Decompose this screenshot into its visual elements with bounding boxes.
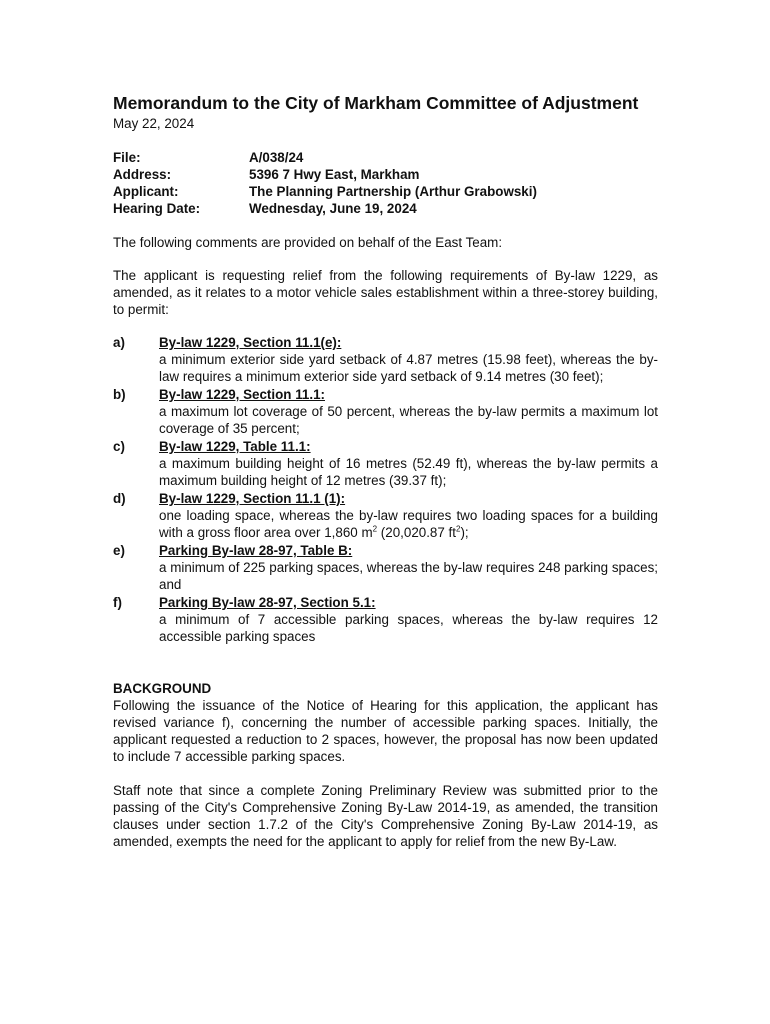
file-row [113, 149, 658, 166]
memo-page [113, 92, 658, 850]
superscript-two: 2 [372, 524, 378, 534]
item-letter: a) [113, 335, 125, 350]
hearing-date-row [113, 200, 658, 217]
item-letter: f) [113, 595, 122, 610]
item-description [159, 507, 658, 541]
variance-item [113, 542, 658, 593]
item-heading: Parking By-law 28-97, Section 5.1: [159, 595, 376, 610]
applicant-value: The Planning Partnership (Arthur Grabowski) [249, 184, 537, 199]
item-text-middle: (20,020.87 ft [377, 525, 456, 540]
memo-date: May 22, 2024 [113, 116, 195, 131]
item-letter: e) [113, 543, 125, 558]
variance-item [113, 438, 658, 489]
superscript-two: 2 [456, 524, 461, 534]
item-heading: By-law 1229, Section 11.1(e): [159, 335, 342, 350]
item-heading: By-law 1229, Section 11.1 (1): [159, 491, 346, 506]
background-paragraph-1: Following the issuance of the Notice of Hearing for this application, the applicant has revised variance f), concerning the number of accessible parking spaces. Initially, the applicant requested a reduction to 2 spaces, however, the proposal has now been updated to include 7 accessible parking spaces. [113, 698, 658, 764]
item-heading: By-law 1229, Table 11.1: [159, 439, 311, 454]
item-description: a minimum exterior side yard setback of 4.87 metres (15.98 feet), whereas the by-law requires a minimum exterior side yard setback of 9.14 metres (30 feet); [159, 352, 658, 384]
variance-item [113, 490, 658, 541]
background-heading: BACKGROUND [113, 681, 212, 696]
item-text-after: ); [460, 525, 469, 540]
hearing-date-value: Wednesday, June 19, 2024 [249, 201, 417, 216]
file-value: A/038/24 [249, 150, 304, 165]
item-description: a maximum building height of 16 metres (52.49 ft), whereas the by-law permits a maximum building height of 12 metres (39.37 ft); [159, 456, 658, 488]
item-body [159, 438, 658, 489]
variance-item [113, 594, 658, 645]
item-description: a minimum of 225 parking spaces, whereas the by-law requires 248 parking spaces; and [159, 560, 658, 592]
item-description: a maximum lot coverage of 50 percent, whereas the by-law permits a maximum lot coverage of 35 percent; [159, 404, 658, 436]
item-body [159, 490, 658, 541]
item-body [159, 542, 658, 593]
applicant-label: Applicant: [113, 184, 179, 199]
address-label: Address: [113, 167, 172, 182]
hearing-date-label: Hearing Date: [113, 201, 201, 216]
variance-item [113, 334, 658, 385]
intro-paragraph: The following comments are provided on behalf of the East Team: [113, 235, 503, 250]
variance-item [113, 386, 658, 437]
item-text-before: one loading space, whereas the by-law requires two loading spaces for a building with a gross floor area over 1,860 m [159, 508, 658, 540]
address-value: 5396 7 Hwy East, Markham [249, 167, 420, 182]
request-paragraph: The applicant is requesting relief from the following requirements of By-law 1229, as amended, as it relates to a motor vehicle sales establishment within a three-storey building, to permit: [113, 268, 658, 317]
item-letter: c) [113, 439, 125, 454]
item-body [159, 386, 658, 437]
item-letter: d) [113, 491, 126, 506]
item-letter: b) [113, 387, 126, 402]
item-description: a minimum of 7 accessible parking spaces, whereas the by-law requires 12 accessible parking spaces [159, 612, 658, 644]
file-label: File: [113, 150, 141, 165]
variance-list [113, 334, 658, 645]
item-heading: Parking By-law 28-97, Table B: [159, 543, 353, 558]
item-body [159, 594, 658, 645]
address-row [113, 166, 658, 183]
applicant-row [113, 183, 658, 200]
background-paragraph-2: Staff note that since a complete Zoning Preliminary Review was submitted prior to the passing of the City's Comprehensive Zoning By-Law 2014-19, as amended, the transition clauses under section 1.7.2 of the City's Comprehensive Zoning By-Law 2014-19, as amended, exempts the need for the applicant to apply for relief from the new By-Law. [113, 783, 658, 849]
memo-title: Memorandum to the City of Markham Committee of Adjustment [113, 93, 639, 113]
item-heading: By-law 1229, Section 11.1: [159, 387, 325, 402]
file-details [113, 149, 658, 217]
item-body [159, 334, 658, 385]
